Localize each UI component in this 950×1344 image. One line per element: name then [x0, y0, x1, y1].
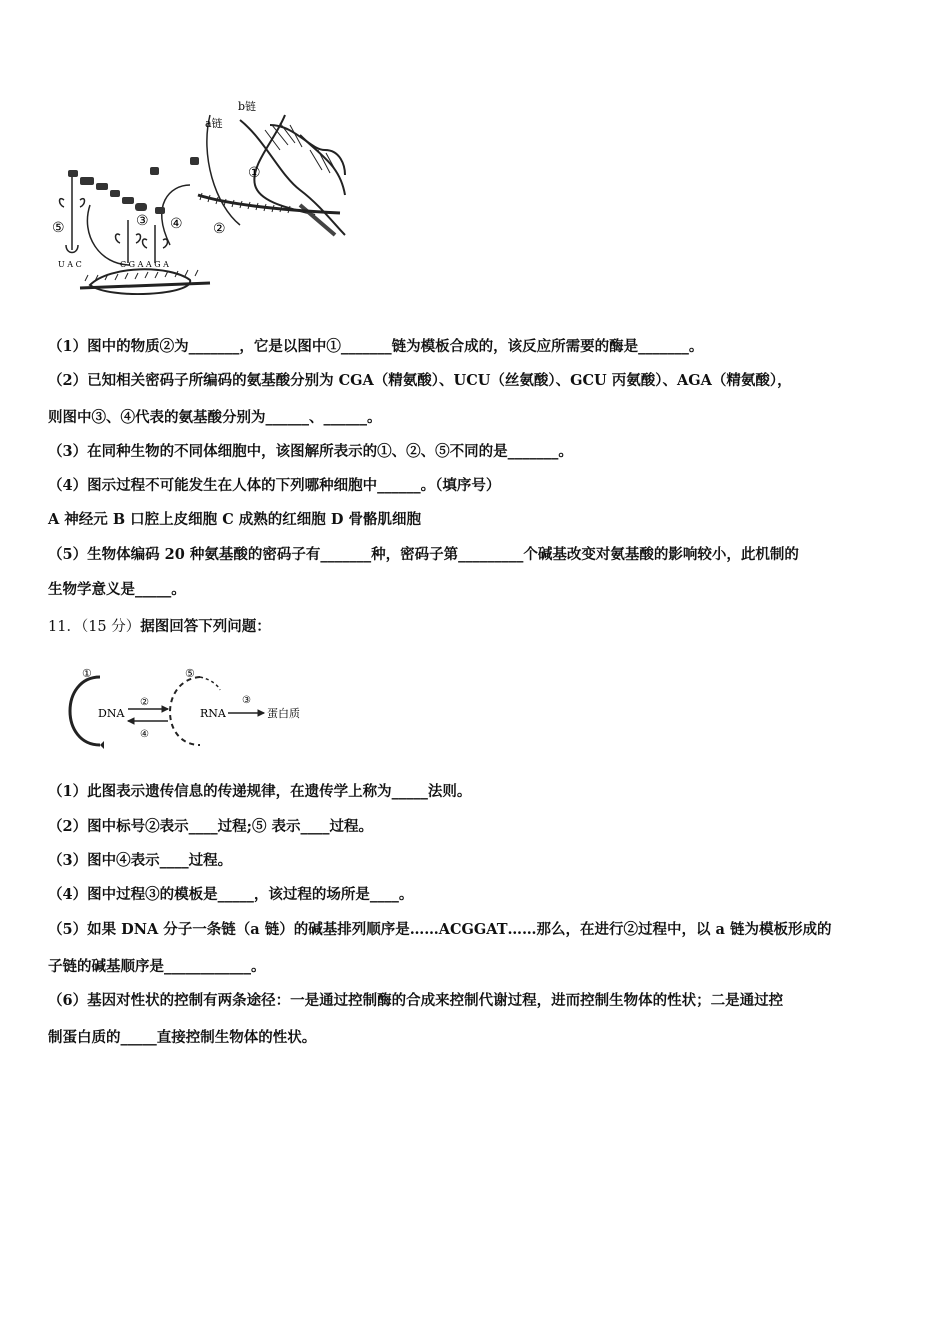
q11-part6-line2: 制蛋白质的_____直接控制生物体的性状。 — [48, 1029, 317, 1046]
dna-helix — [207, 115, 345, 235]
dna-replication-arc — [70, 677, 100, 745]
q11-heading — [48, 617, 271, 637]
q10-part1: （1）图中的物质②为_______，它是以图中①_______链为模板合成的，该反应所需要的酶是_______。 — [48, 338, 704, 355]
q11-part2: （2）图中标号②表示____过程;⑤ 表示____过程。 — [48, 818, 373, 835]
fig2-marker-2: ② — [140, 697, 149, 708]
q10-part5-line2: 生物学意义是_____。 — [48, 581, 186, 598]
a-chain-label: a链 — [205, 117, 223, 130]
rna-replication-arc — [170, 677, 200, 745]
q11-number: 11．（15 分） — [48, 619, 141, 635]
protein-label: 蛋白质 — [267, 707, 300, 720]
marker-2: ② — [213, 221, 226, 237]
transcription-translation-figure — [50, 95, 350, 295]
q11-part5-line2: 子链的碱基顺序是____________。 — [48, 958, 266, 975]
translation-arrow — [228, 710, 264, 716]
marker-4: ④ — [170, 216, 183, 232]
q10-part5-line1: （5）生物体编码 20 种氨基酸的密码子有_______种，密码子第_________个碱基改变对氨基酸的影响较小，此机制的 — [48, 546, 799, 563]
q11-heading-text: 据图回答下列问题： — [140, 618, 271, 635]
fig2-marker-3: ③ — [242, 695, 251, 706]
q10-part4: （4）图示过程不可能发生在人体的下列哪种细胞中______。（填序号） — [48, 477, 501, 494]
q10-part3: （3）在同种生物的不同体细胞中，该图解所表示的①、②、⑤不同的是_______。 — [48, 443, 573, 460]
q10-part2-line1: （2）已知相关密码子所编码的氨基酸分别为 CGA（精氨酸）、UCU（丝氨酸）、GCU 丙氨酸）、AGA（精氨酸）， — [48, 372, 792, 389]
q11-part4: （4）图中过程③的模板是_____，该过程的场所是____。 — [48, 886, 414, 903]
dna-label: DNA — [98, 707, 125, 720]
rna-label: RNA — [200, 707, 226, 720]
trna-group — [60, 175, 168, 263]
central-dogma-figure — [60, 665, 310, 755]
q10-options: A 神经元 B 口腔上皮细胞 C 成熟的红细胞 D 骨骼肌细胞 — [48, 511, 421, 528]
marker-5: ⑤ — [52, 220, 65, 236]
q10-part2-line2: 则图中③、④代表的氨基酸分别为______、______。 — [48, 409, 382, 426]
reverse-transcription-arrow — [128, 718, 168, 724]
fig2-marker-1: ① — [82, 667, 92, 680]
fig2-marker-5: ⑤ — [185, 667, 195, 680]
fig2-marker-4: ④ — [140, 729, 149, 740]
marker-1: ① — [248, 165, 261, 181]
q11-part1: （1）此图表示遗传信息的传递规律，在遗传学上称为_____法则。 — [48, 783, 472, 800]
q11-part6-line1: （6）基因对性状的控制有两条途径：一是通过控制酶的合成来控制代谢过程，进而控制生物体的性状；二是通过控 — [48, 992, 784, 1009]
q11-part3: （3）图中④表示____过程。 — [48, 852, 233, 869]
anticodon-5: U A C — [58, 260, 82, 269]
codons-bottom: C G A A G A — [120, 260, 169, 269]
marker-3: ③ — [136, 213, 149, 229]
amino-acid-chain — [68, 157, 199, 214]
q11-part5-line1: （5）如果 DNA 分子一条链（a 链）的碱基排列顺序是……ACGGAT……那么，在进行②过程中，以 a 链为模板形成的 — [48, 921, 832, 938]
b-chain-label: b链 — [238, 100, 257, 113]
